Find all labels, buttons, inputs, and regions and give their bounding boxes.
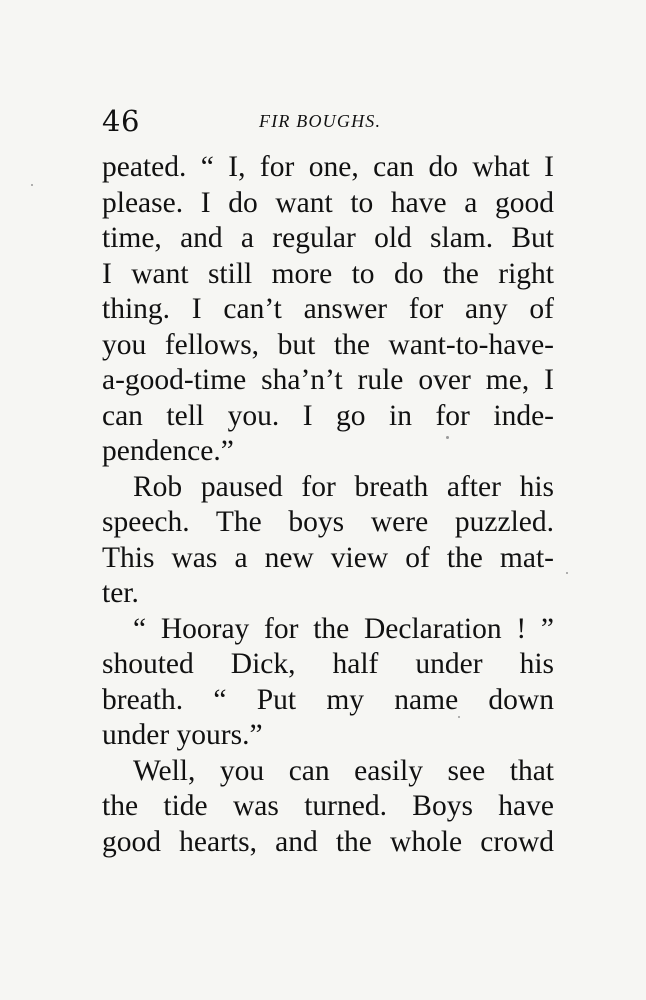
text-line: time, and a regular old slam. But xyxy=(102,222,554,254)
text-line: shouted Dick, half under his xyxy=(102,648,554,680)
paper-speck xyxy=(458,716,460,718)
running-head xyxy=(102,98,554,144)
text-line: thing. I can’t answer for any of xyxy=(102,293,554,325)
paper-speck xyxy=(566,572,568,574)
text-line: peated. “ I, for one, can do what I xyxy=(102,151,554,183)
text-line: I want still more to do the right xyxy=(102,257,554,290)
text-line: can tell you. I go in for inde- xyxy=(102,399,554,432)
text-line: please. I do want to have a good xyxy=(102,186,554,219)
text-line: ter. xyxy=(102,577,139,609)
text-line: This was a new view of the mat- xyxy=(102,541,554,574)
text-line: you fellows, but the want-to-have- xyxy=(102,328,554,361)
text-line: speech. The boys were puzzled. xyxy=(102,506,554,538)
text-line: breath. “ Put my name down xyxy=(102,683,554,716)
text-line: a-good-time sha’n’t rule over me, I xyxy=(102,364,554,396)
text-line: the tide was turned. Boys have xyxy=(102,790,554,822)
text-line: good hearts, and the whole crowd xyxy=(102,825,554,858)
page-number: 46 xyxy=(102,104,140,138)
running-title: FIR BOUGHS. xyxy=(259,111,382,131)
text-line: Well, you can easily see that xyxy=(133,754,554,787)
paper-speck xyxy=(31,184,33,186)
text-line: “ Hooray for the Declaration ! ” xyxy=(133,612,554,645)
text-line: under yours.” xyxy=(102,719,263,751)
text-line: pendence.” xyxy=(102,435,234,467)
body-text xyxy=(102,150,554,860)
text-line: Rob paused for breath after his xyxy=(133,470,554,503)
paper-speck xyxy=(446,436,449,439)
